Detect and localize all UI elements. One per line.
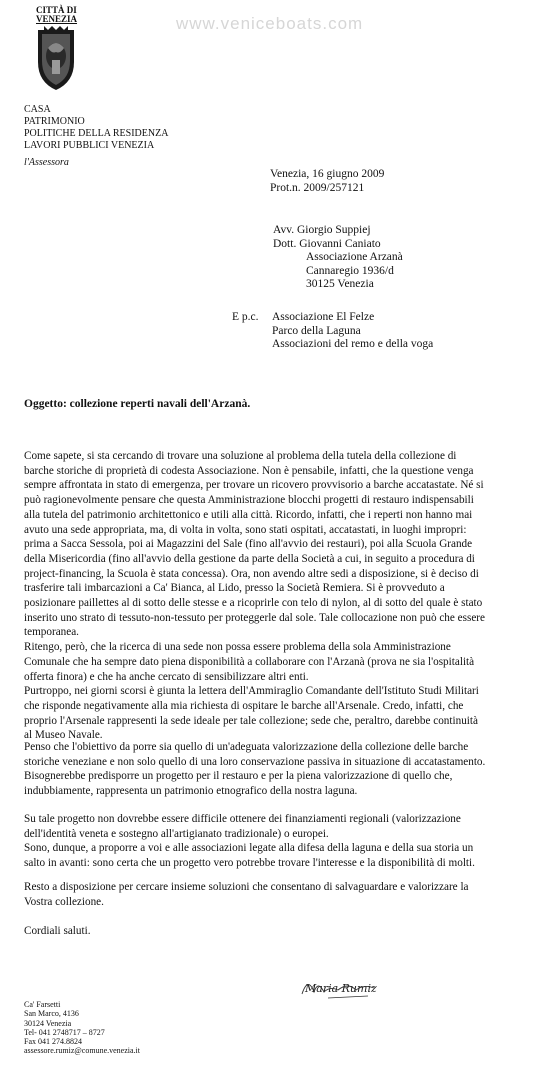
body-line: dell'identità veneta e sostegno all'artigianato tradizionale) o europei.	[24, 827, 329, 840]
body-line: Purtroppo, nei giorni scorsi è giunta la lettera dell'Ammiraglio Comandante dell'Istituto Studi Militari	[24, 685, 479, 698]
footer-contact	[24, 1000, 140, 1056]
body-line: Sono, dunque, a proporre a voi e alle associazioni legate alla difesa della laguna e della sua storia un	[24, 842, 474, 855]
body-line: Su tale progetto non dovrebbe essere difficile ottenere dei finanziamenti regionali (valorizzazione	[24, 813, 461, 825]
recipient-address	[306, 251, 403, 292]
signature-scribble	[298, 972, 378, 1002]
footer-email: assessore.rumiz@comune.venezia.it	[24, 1046, 140, 1056]
assessora-label: l'Assessora	[24, 157, 69, 168]
body-line: avuto una sede appropriata, ma, di volta in volta, sono stati ospitati, accatastati, in luoghi impropri:	[24, 523, 467, 536]
recipient-name: Avv. Giorgio Suppiej	[273, 224, 371, 236]
body-paragraph	[24, 812, 475, 871]
body-line: inserito uno strato di tessuto-non-tessuto per proteggerle dal sole. Tale collocazione non può che essere	[24, 611, 485, 624]
body-line: barche storiche di proprietà di codesta Associazione. Non è pensabile, infatti, che la questione venga	[24, 464, 474, 477]
department-line: CASA	[24, 104, 51, 115]
cc-label: E p.c.	[232, 311, 259, 323]
body-line: salto in avanti: sono certa che un progetto vero potrebbe trovare l'interesse e la disponibilità di molti.	[24, 857, 475, 870]
address-line: 30125 Venezia	[306, 278, 374, 290]
body-line: temporanea.	[24, 626, 79, 639]
body-line: proprio l'Arsenale rappresenti la sede ideale per tale collezione; sede che, peraltro, darebbe continuità	[24, 714, 478, 727]
cc-line: Associazioni del remo e della voga	[272, 338, 434, 350]
date-block	[270, 168, 384, 195]
body-line: posizionare paillettes al di sotto delle stesse e a ricoprirle con telo di nylon, al di sotto del quale è stato	[24, 597, 483, 610]
body-line: può ragionevolmente pensare che questa Amministrazione blocchi progetti di restauro indispensabili	[24, 494, 474, 507]
body-line: Vostra collezione.	[24, 895, 104, 908]
body-line: Penso che l'obiettivo da porre sia quello di un'adeguata valorizzazione della collezione delle barche	[24, 741, 469, 753]
department-line: POLITICHE DELLA RESIDENZA	[24, 128, 169, 139]
cc-line: Parco della Laguna	[272, 324, 361, 337]
body-line: offerta finora) e che ha anche cercato di sensibilizzare altri enti.	[24, 670, 309, 683]
body-line: della Misericordia (fino all'avvio della gestione da parte della Società a cui, in seguito a procedura di	[24, 552, 475, 565]
body-line: indubbiamente, rappresenta un patrimonio etnografico della nostra laguna.	[24, 785, 358, 798]
footer-line: San Marco, 4136	[24, 1009, 79, 1019]
recipient-name: Dott. Giovanni Caniato	[273, 237, 381, 250]
signature: Maria Rumiz	[305, 982, 377, 995]
body-line: Resto a disposizione per cercare insieme soluzioni che consentano di salvaguardare e valorizzare la	[24, 881, 469, 893]
footer-line: Ca' Farsetti	[24, 1000, 61, 1009]
crest-title-line-1: CITTÀ DI	[36, 5, 77, 15]
body-line: Come sapete, si sta cercando di trovare una soluzione al problema della tutela della collezione di	[24, 450, 457, 462]
cc-list	[272, 311, 433, 352]
address-line: Cannaregio 1936/d	[306, 264, 394, 277]
footer-line: Tel- 041 2748717 – 8727	[24, 1027, 105, 1037]
department-line: PATRIMONIO	[24, 116, 85, 127]
address-line: Associazione Arzanà	[306, 251, 403, 263]
cc-line: Associazione El Felze	[272, 311, 375, 323]
body-line: trasferire tali imbarcazioni a Ca' Bianca, al Lido, presso la Società Remiera. Si è provveduto a	[24, 582, 445, 595]
body-line: prima a Sacca Sessola, poi ai Magazzini del Sale (fino all'avvio dei restauri), poi alla Scuola Grande	[24, 538, 473, 551]
body-paragraph	[24, 449, 485, 743]
body-line: Ritengo, però, che la ricerca di una sede non possa essere problema della sola Amministrazione	[24, 641, 451, 654]
footer-line: 30124 Venezia	[24, 1018, 72, 1028]
footer-line: Fax 041 274.8824	[24, 1037, 82, 1047]
crest-title	[36, 6, 76, 24]
crest-title-line-2: VENEZIA	[36, 14, 78, 24]
protocol-number: Prot.n. 2009/257121	[270, 181, 365, 194]
letter-date: Venezia, 16 giugno 2009	[270, 168, 385, 180]
department-block	[24, 104, 168, 152]
body-line: Comunale che ha sempre dato piena disponibilità a collaborare con l'Arzanà (prova ne sia l'ospitalità	[24, 655, 475, 668]
body-line: storiche veneziane e non solo quello di una loro conservazione passiva in situazione di accatastamento.	[24, 755, 486, 768]
body-line: sempre affrontata in stato di emergenza, per trovare un ricovero provvisorio a barche accatastate. Né si	[24, 479, 484, 492]
body-line: Bisognerebbe predisporre un progetto per il restauro e per la piena valorizzazione di quello che,	[24, 770, 453, 783]
body-line: che risponde negativamente alla mia richiesta di ospitare le barche all'Arsenale. Credo, infatti, che	[24, 699, 464, 712]
body-line: alla tutela del patrimonio architettonico e utili alla città. Ricordo, infatti, che i reperti non hanno mai	[24, 508, 473, 521]
watermark: www.veniceboats.com	[176, 14, 364, 33]
venice-crest-logo	[34, 26, 78, 92]
body-line: project-financing, la Scuola è stata concessa). Ora, non avendo altre sedi a disposizione, si è deciso di	[24, 567, 479, 580]
recipients-block	[273, 224, 381, 251]
subject-line: Oggetto: collezione reperti navali dell'Arzanà.	[24, 398, 251, 410]
closing-greeting: Cordiali saluti.	[24, 925, 91, 937]
department-line: LAVORI PUBBLICI VENEZIA	[24, 140, 155, 151]
body-paragraph	[24, 740, 485, 799]
body-paragraph	[24, 880, 469, 909]
body-line: al Museo Navale.	[24, 729, 103, 742]
